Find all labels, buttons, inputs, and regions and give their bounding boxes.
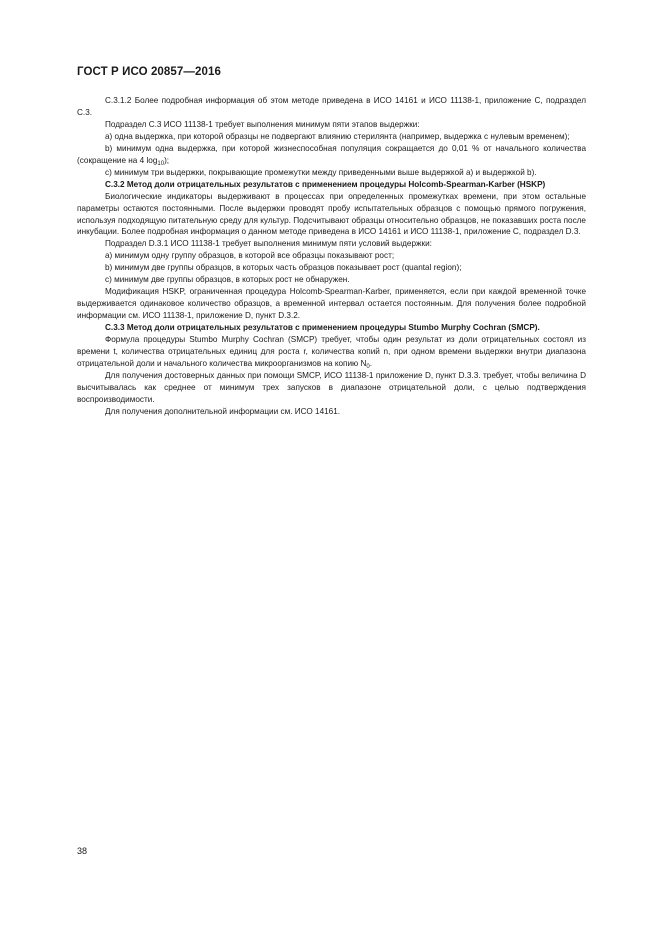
section-heading: С.3.2 Метод доли отрицательных результатов с применением процедуры Holcomb-Spearman-Karber (HSKP) <box>105 179 546 189</box>
list-item: с) минимум три выдержки, покрывающие промежутки между приведенными выше выдержкой а) и выдержкой b). <box>105 167 537 177</box>
list-item: а) минимум одну группу образцов, в которой все образцы показывают рост; <box>105 251 395 261</box>
list-item: b) минимум две группы образцов, в которых часть образцов показывает рост (quantal region); <box>105 263 462 273</box>
page-header-title: ГОСТ Р ИСО 20857—2016 <box>77 66 222 78</box>
list-item: а) одна выдержка, при которой образцы не подвергают влиянию стерилянта (например, выдержка с нулевым временем); <box>105 131 570 141</box>
page-number: 38 <box>77 846 88 856</box>
list-item: с) минимум две группы образцов, в которых рост не обнаружен. <box>105 275 350 285</box>
paragraph: Подраздел D.3.1 ИСО 11138-1 требует выполнения минимум пяти условий выдержки: <box>105 239 432 249</box>
paragraph: Биологические индикаторы выдерживают в процессах при определенных промежутках времени, при этом остальные параметры остаются постоянными. После выдержки проводят пробу испытательных образцов с помощью прямого погружения, используя подходящую питательную среду для культур. Подсчитывают образцы относительно образцов, не показавших роста после инкубации. Более подробная информация о данном методе приведена в ИСО 14161 и ИСО 11138-1, приложение С, подраздел D.3. <box>77 191 586 237</box>
paragraph: Модификация HSKP, ограниченная процедура Holcomb-Spearman-Karber, применяется, если при каждой временной точке выдерживается одинаковое количество образцов, а временной интервал остается постоянным. Для получения более подробной информации см. ИСО 11138-1, приложение D, пункт D.3.2. <box>77 287 586 321</box>
paragraph: Для получения достоверных данных при помощи SMCP, ИСО 11138-1 приложение D, пункт D.3.3. требует, чтобы величина D высчитывалась как среднее от минимум трех запусков в диапазоне отрицательной доли, с целью подтверждения воспроизводимости. <box>77 370 586 404</box>
paragraph: Подраздел С.3 ИСО 11138-1 требует выполнения минимум пяти этапов выдержки: <box>105 119 420 129</box>
paragraph: С.3.1.2 Более подробная информация об этом методе приведена в ИСО 14161 и ИСО 11138-1, приложение С, подраздел С.3. <box>77 96 586 117</box>
paragraph: Формула процедуры Stumbo Murphy Cochran (SMCP) требует, чтобы один результат из доли отрицательных состоял из времени t, количества отрицательных единиц для роста r, количества копий n, при одном времени выдержки внутри диапазона отрицательной доли и начального количества микроорганизмов на копию $N_0$. <box>77 335 586 370</box>
list-item: b) минимум одна выдержка, при которой жизнеспособная популяция сокращается до 0,01 % от начального количества (сокращение на 4 $\log_{10}$); <box>77 143 586 167</box>
document-body <box>77 95 586 418</box>
paragraph: Для получения дополнительной информации см. ИСО 14161. <box>105 406 341 416</box>
section-heading: С.3.3 Метод доли отрицательных результатов с применением процедуры Stumbo Murphy Cochran (SMCP). <box>105 323 540 333</box>
